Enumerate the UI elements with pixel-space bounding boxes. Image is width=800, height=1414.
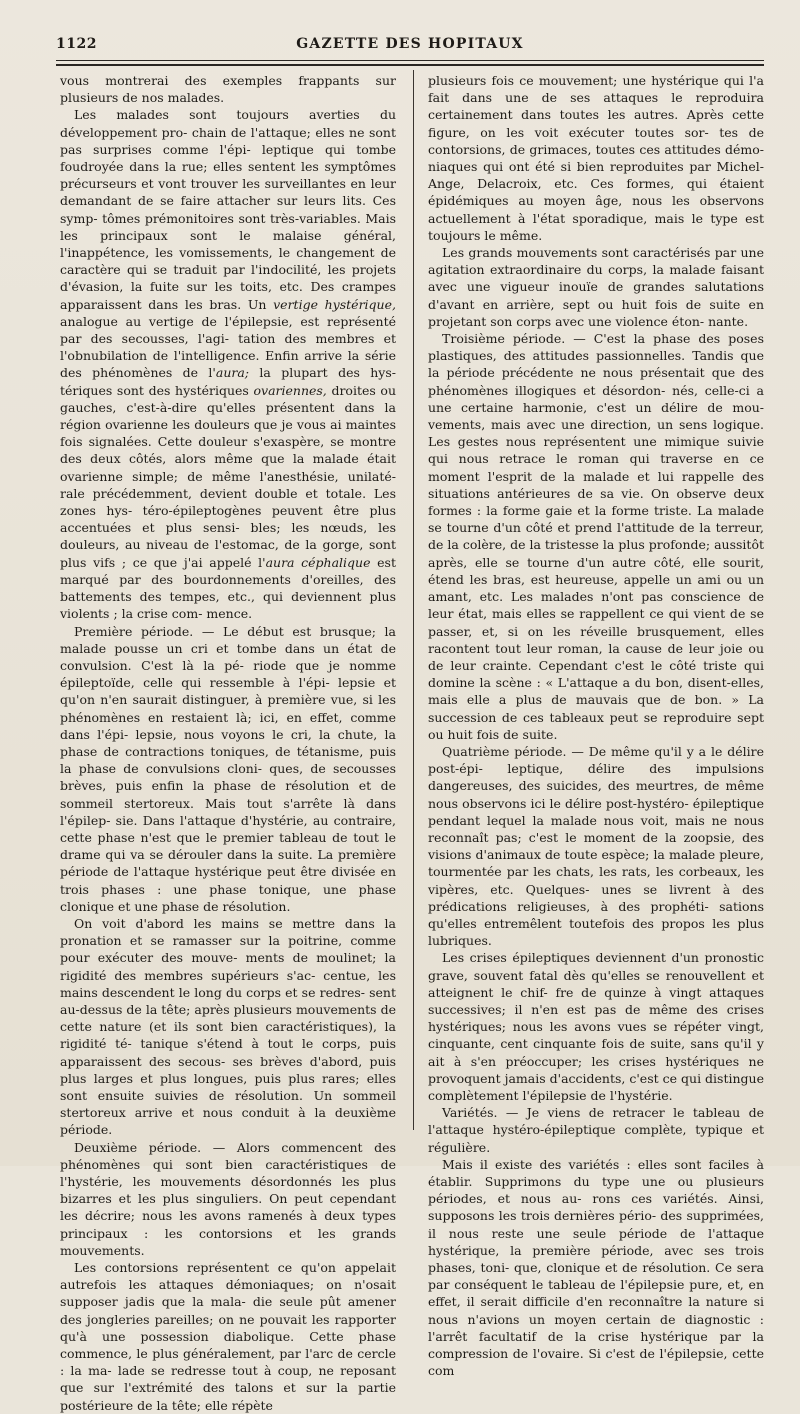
italic-term: aura céphalique	[265, 554, 371, 570]
paragraph: Première période. — Le début est brusque; la malade pousse un cri et tombe dans un état de convulsion. C'est là la pé- riode que je nomme épileptoïde, celle qui ressemble à l'épi- lepsie et qu'on n'en saurait distinguer, à première vue, si les phénomènes en restaient là; ici, en effet, comme dans l'épi- lepsie, nous voyons le cri, la chute, la phase de contractions toniques, de tétanisme, puis la phase de convulsions cloni- ques, de secousses brèves, puis enfin la phase de résolution et de sommeil stertoreux. Mais tout s'arrête là dans l'épilep- sie. Dans l'attaque d'hystérie, au contraire, cette phase n'est que le premier tableau de tout le drame qui va se dérouler dans la suite. La première période de l'attaque hystérique peut être divisée en trois phases : une phase tonique, une phase clonique et une phase de résolution.	[60, 623, 396, 914]
journal-title: GAZETTE DES HOPITAUX	[296, 36, 524, 52]
paragraph: Troisième période. — C'est la phase des poses plastiques, des attitudes passionnelles. Tandis que la période précédente ne nous présentait que des phénomènes illogiques et désordon- nés, celle-ci a une certaine harmonie, c'est un délire de mou- vements, mais avec une direction, un sens logique. Les gestes nous représentent une mimique suivie qui nous retrace le roman qui traverse en ce moment l'esprit de la malade et lui rappelle des situations antérieures de sa vie. On observe deux formes : la forme gaie et la forme triste. La malade se tourne d'un côté et prend l'attitude de la terreur, de la colère, de la tristesse la plus profonde; aussitôt après, elle se tourne d'un autre côté, elle sourit, étend les bras, est heureuse, appelle un ami ou un amant, etc. Les malades n'ont pas conscience de leur état, mais elles se rappellent ce qui vient de se passer, et, si on les réveille brusquement, elles racontent tout leur roman, la cause de leur joie ou de leur crainte. Cependant c'est le côté triste qui domine la scène : « L'attaque a du bon, disent-elles, mais elle a plus de mauvais que de bon. » La succession de ces tableaux peut se reproduire sept ou huit fois de suite.	[428, 331, 764, 742]
header-rule-thin	[56, 60, 764, 61]
page-header	[56, 36, 764, 56]
page-number: 1122	[56, 36, 97, 52]
italic-term: aura;	[215, 365, 250, 381]
paragraph-segment: la plupart des hys- tériques sont des hystériques	[60, 365, 396, 398]
paragraph-segment: droites ou gauches, c'est-à-dire qu'elles présentent dans la région ovarienne les douleurs que je vous ai maintes fois signalées. Cette douleur s'exaspère, se montre des deux côtés, alors même que la malade était ovarienne simple; de même l'anesthésie, unilaté- rale précédemment, devient double et totale. Les zones hys- téro-épileptogènes peuvent être plus accentuées et plus sensi- bles; les nœuds, les douleurs, au niveau de l'estomac, de la gorge, sont plus vifs ; ce que j'ai appelé l'	[60, 382, 397, 570]
paragraph: Deuxième période. — Alors commencent des phénomènes qui sont bien caractéristiques de l'hystérie, les mouvements désordonnés les plus bizarres et les plus singuliers. On peut cependant les décrire; nous les avons ramenés à deux types principaux : les contorsions et les grands mouvements.	[60, 1139, 396, 1258]
paragraph: Les contorsions représentent ce qu'on appelait autrefois les attaques démoniaques; on n'osait supposer jadis que la mala- die seule pût amener des jongleries pareilles; on ne pouvait les rapporter qu'à une possession diabolique. Cette phase commence, le plus généralement, par l'arc de cercle : la ma- lade se redresse tout à coup, ne reposant que sur l'extrémité des talons et sur la partie postérieure de la tête; elle répète	[60, 1260, 396, 1413]
paragraph: vous montrerai des exemples frappants sur plusieurs de nos malades.	[60, 73, 396, 106]
italic-term: ovariennes,	[253, 382, 327, 398]
left-column	[60, 72, 396, 1414]
italic-term: vertige hystérique,	[273, 296, 396, 312]
header-rule-thick	[56, 64, 764, 66]
paragraph: Les crises épileptiques deviennent d'un pronostic grave, souvent fatal dès qu'elles se renouvellent et atteignent le chif- fre de quinze à vingt attaques successives; il n'en est pas de même des crises hystériques; nous les avons vues se répéter vingt, cinquante, cent cinquante fois de suite, sans qu'il y ait à s'en préoccuper; les crises hystériques ne provoquent jamais d'accidents, c'est ce qui distingue complètement l'épilepsie de l'hystérie.	[428, 950, 764, 1103]
paragraph: Variétés. — Je viens de retracer le tableau de l'attaque hystéro-épileptique complète, typique et régulière.	[428, 1105, 764, 1155]
paragraph: Mais il existe des variétés : elles sont faciles à établir. Supprimons du type une ou plusieurs périodes, et nous au- rons ces variétés. Ainsi, supposons les trois dernières pério- des supprimées, il nous reste une seule période de l'attaque hystérique, la première période, avec ses trois phases, toni- que, clonique et de résolution. Ce sera par conséquent le tableau de l'épilepsie pure, et, en effet, il serait difficile d'en reconnaître la nature si nous n'avions un moyen certain de diagnostic : l'arrêt facultatif de la crise hystérique par la compression de l'ovaire. Si c'est de l'épilepsie, cette com	[428, 1156, 764, 1379]
paragraph-segment: analogue au vertige de l'épilepsie, est représenté par des secousses, l'agi- tation des membres et l'obnubilation de l'intelligence. Enfin arrive la série des phénomènes de l'	[60, 313, 396, 381]
paragraph	[60, 106, 396, 622]
column-divider	[413, 70, 414, 1130]
paragraph: On voit d'abord les mains se mettre dans la pronation et se ramasser sur la poitrine, comme pour exécuter des mouve- ments de moulinet; la rigidité des membres supérieurs s'ac- centue, les mains descendent le long du corps et se redres- sent au-dessus de la tête; après plusieurs mouvements de cette nature (et ils sont bien caractéristiques), la rigidité té- tanique s'étend à tout le corps, puis apparaissent des secous- ses brèves d'abord, puis plus larges et plus longues, puis plus rares; elles sont ensuite suivies de résolution. Un sommeil stertoreux arrive et nous conduit à la deuxième période.	[60, 915, 396, 1138]
paragraph-segment: est marqué par des bourdonnements d'oreilles, des battements des tempes, etc., qui deviennent plus violents ; la crise com- mence.	[60, 554, 396, 622]
paragraph-segment: Les malades sont toujours averties du développement pro- chain de l'attaque; elles ne sont pas surprises comme l'épi- leptique qui tombe foudroyée dans la rue; elles sentent les symptômes précurseurs et vont trouver les surveillantes en leur demandant de se faire attacher sur leurs lits. Ces symp- tômes prémonitoires sont très-variables. Mais les principaux sont le malaise général, l'inappétence, les vomissements, le changement de caractère qui se traduit par l'indocilité, les projets d'évasion, la fuite sur les toits, etc. Des crampes apparaissent dans les bras. Un	[60, 107, 396, 312]
paragraph: Quatrième période. — De même qu'il y a le délire post-épi- leptique, délire des impulsions dangereuses, des suicides, des meurtres, de même nous observons ici le délire post-hystéro- épileptique pendant lequel la malade nous voit, mais ne nous reconnaît pas; c'est le moment de la zoopsie, des visions d'animaux de toute espèce; la malade pleure, tourmentée par les chats, les rats, les corbeaux, les vipères, etc. Quelques- unes se livrent à des prédications religieuses, à des prophéti- sations qu'elles entremêlent toutefois des propos les plus lubriques.	[428, 743, 764, 949]
right-column	[428, 72, 764, 1379]
paragraph: Les grands mouvements sont caractérisés par une agitation extraordinaire du corps, la malade faisant avec une vigueur inouïe de grandes salutations d'avant en arrière, sept ou huit fois de suite en projetant son corps avec une violence éton- nante.	[428, 245, 764, 329]
paragraph: plusieurs fois ce mouvement; une hystérique qui l'a fait dans une de ses attaques le reproduira certainement dans toutes les autres. Après cette figure, on les voit exécuter toutes sor- tes de contorsions, de grimaces, toutes ces attitudes démo- niaques qui ont été si bien reproduites par Michel-Ange, Delacroix, etc. Ces formes, qui étaient épidémiques au moyen âge, nous les observons actuellement à l'état sporadique, mais le type est toujours le même.	[428, 73, 764, 243]
